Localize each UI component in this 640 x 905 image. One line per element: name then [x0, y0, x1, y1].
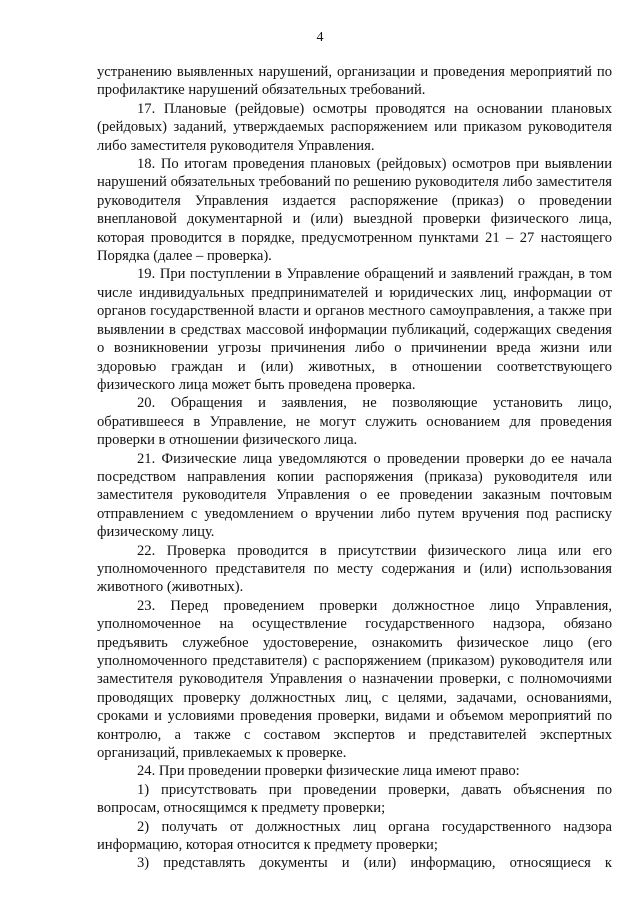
- paragraph-20: 20. Обращения и заявления, не позволяющие установить лицо, обратившееся в Управление, не могут служить основанием для проведения проверки в отношении физического лица.: [97, 395, 612, 449]
- paragraph-23: 23. Перед проведением проверки должностное лицо Управления, уполномоченное на осуществление государственного надзора, обязано предъявить служебное удостоверение, ознакомить физическое лицо (его уполномоченного представителя) с распоряжением (приказом) руководителя или заместителя руководителя Управления о назначении проверки, с полномочиями проводящих проверку должностных лиц, с целями, задачами, основаниями, сроками и условиями проведения проверки, видами и объемом мероприятий по контролю, а также с составом экспертов и представителей экспертных организаций, привлекаемых к проверке.: [97, 597, 612, 762]
- list-item-1: 1) присутствовать при проведении проверки, давать объяснения по вопросам, относящимся к предмету проверки;: [97, 781, 612, 817]
- list-item-3: 3) представлять документы и (или) информацию, относящиеся к: [137, 855, 612, 872]
- paragraph-17: 17. Плановые (рейдовые) осмотры проводятся на основании плановых (рейдовых) заданий, утверждаемых распоряжением или приказом руководителя либо заместителя руководителя Управления.: [97, 100, 612, 154]
- paragraph-18: 18. По итогам проведения плановых (рейдовых) осмотров при выявлении нарушений обязательных требований по решению руководителя либо заместителя руководителя Управления издается распоряжение (приказ) о проведении внеплановой документарной и (или) выездной проверки физического лица, которая проводится в порядке, предусмотренном пунктами 21 – 27 настоящего Порядка (далее – проверка).: [97, 156, 612, 265]
- paragraph-24: 24. При проведении проверки физические лица имеют право:: [137, 763, 520, 780]
- paragraph-22: 22. Проверка проводится в присутствии физического лица или его уполномоченного представителя по месту содержания и (или) использования животного (животных).: [97, 542, 612, 596]
- paragraph-21: 21. Физические лица уведомляются о проведении проверки до ее начала посредством направления копии распоряжения (приказа) руководителя или заместителя руководителя Управления о ее проведении заказным почтовым отправлением с уведомлением о вручении либо путем вручения под расписку физическому лицу.: [97, 450, 612, 541]
- paragraph-19: 19. При поступлении в Управление обращений и заявлений граждан, в том числе индивидуальных предпринимателей и юридических лиц, информации от органов государственной власти и органов местного самоуправления, а также при выявлении в средствах массовой информации публикаций, содержащих сведения о возникновении угрозы причинения либо о причинении вреда жизни или здоровью граждан и (или) животных, в отношении соответствующего физического лица может быть проведена проверка.: [97, 266, 612, 393]
- paragraph-continuation: устранению выявленных нарушений, организации и проведения мероприятий по профилактике нарушений обязательных требований.: [97, 64, 612, 99]
- list-item-2: 2) получать от должностных лиц органа государственного надзора информацию, которая относится к предмету проверки;: [97, 818, 612, 854]
- page-number: 4: [316, 30, 324, 45]
- document-body: [97, 63, 612, 873]
